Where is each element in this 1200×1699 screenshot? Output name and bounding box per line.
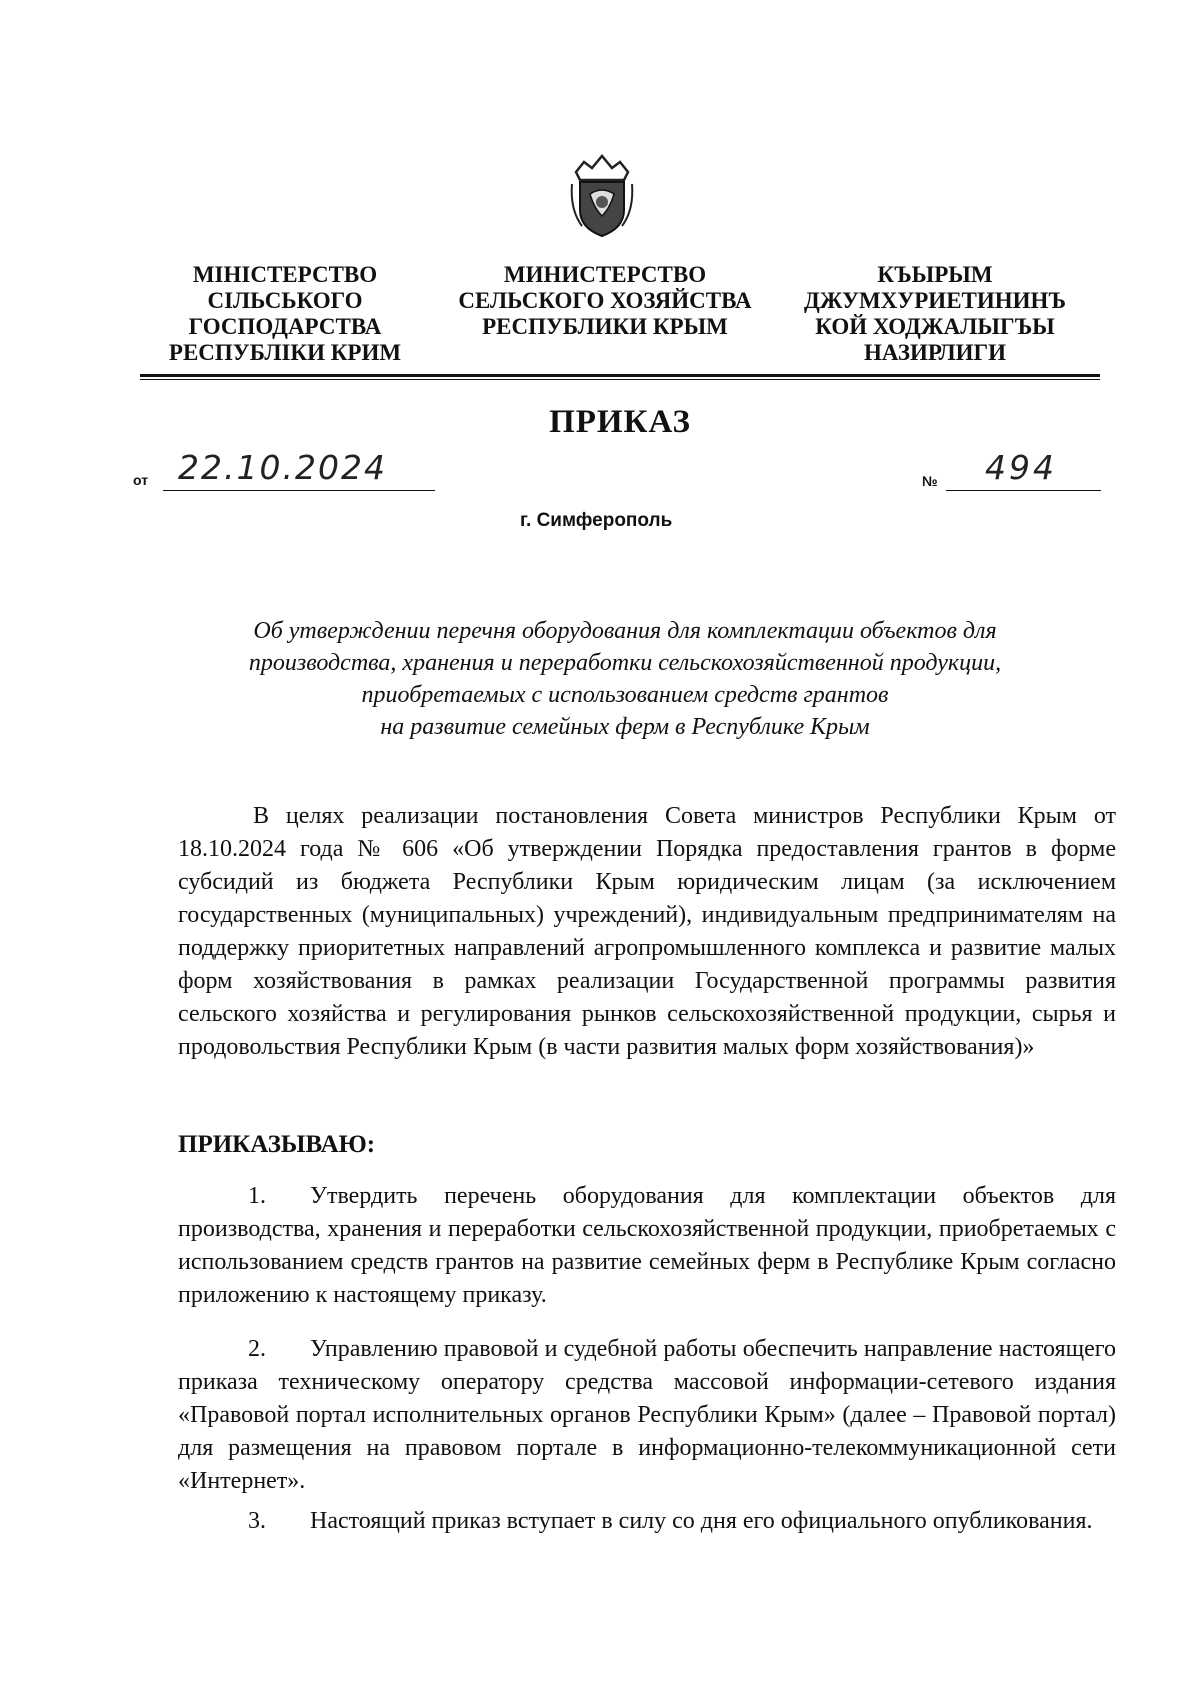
order-word: ПРИКАЗЫВАЮ: bbox=[178, 1131, 376, 1158]
number-underline bbox=[946, 490, 1101, 491]
order-item bbox=[178, 1180, 1116, 1312]
item-number: 2. bbox=[248, 1336, 266, 1362]
city: г. Симферополь bbox=[520, 510, 673, 531]
order-number: 494 bbox=[985, 448, 1057, 487]
date-underline bbox=[163, 490, 435, 491]
order-subject: Об утверждении перечня оборудования для комплектации объектов для производства, хранения и переработки сельскохозяйственной продукции, приобретаемых с использованием средств грантов на развитие семейных ферм в Республике Крым bbox=[248, 618, 1002, 740]
header-crimean-tatar: КЪЫРЫМ ДЖУМХУРИЕТИНИНЪ КОЙ ХОДЖАЛЫГЪЫ НАЗИРЛИГИ bbox=[803, 262, 1067, 365]
order-item bbox=[178, 1505, 1116, 1538]
number-prefix: № bbox=[922, 473, 938, 489]
item-number: 3. bbox=[248, 1508, 266, 1534]
header-divider-thin bbox=[140, 379, 1100, 380]
preamble-paragraph: В целях реализации постановления Совета министров Республики Крым от 18.10.2024 года № 606 «Об утверждении Порядка предоставления грантов в форме субсидий из бюджета Республики Крым юридическим лицам (за исключением государственных (муниципальных) учреждений), индивидуальным предпринимателям на поддержку приоритетных направлений агропромышленного комплекса и развитие малых форм хозяйствования в рамках реализации Государственной программы развития сельского хозяйства и регулирования рынков сельскохозяйственной продукции, сырья и продовольствия Республики Крым (в части развития малых форм хозяйствования)» bbox=[178, 803, 1116, 1060]
item-number: 1. bbox=[248, 1183, 266, 1209]
document-title: ПРИКАЗ bbox=[549, 404, 691, 440]
crimea-coat-of-arms-icon bbox=[570, 150, 634, 238]
item-text: Управлению правовой и судебной работы обеспечить направление настоящего приказа техническому оператору средства массовой информации-сетевого издания «Правовой портал исполнительных органов Республики Крым» (далее – Правовой портал) для размещения на правовом портале в информационно-телекоммуникационной сети «Интернет». bbox=[178, 1336, 1116, 1494]
item-text: Настоящий приказ вступает в силу со дня его официального опубликования. bbox=[310, 1508, 1093, 1534]
order-item bbox=[178, 1333, 1116, 1498]
order-date: 22.10.2024 bbox=[178, 448, 387, 487]
header-ukrainian: МІНІСТЕРСТВО СІЛЬСЬКОГО ГОСПОДАРСТВА РЕСПУБЛІКИ КРИМ bbox=[168, 262, 402, 365]
item-text: Утвердить перечень оборудования для комплектации объектов для производства, хранения и переработки сельскохозяйственной продукции, приобретаемых с использованием средств грантов на развитие семейных ферм в Республике Крым согласно приложению к настоящему приказу. bbox=[178, 1183, 1116, 1308]
header-divider bbox=[140, 374, 1100, 377]
header-russian: МИНИСТЕРСТВО СЕЛЬСКОГО ХОЗЯЙСТВА РЕСПУБЛИКИ КРЫМ bbox=[458, 262, 752, 339]
date-prefix: от bbox=[133, 472, 149, 488]
